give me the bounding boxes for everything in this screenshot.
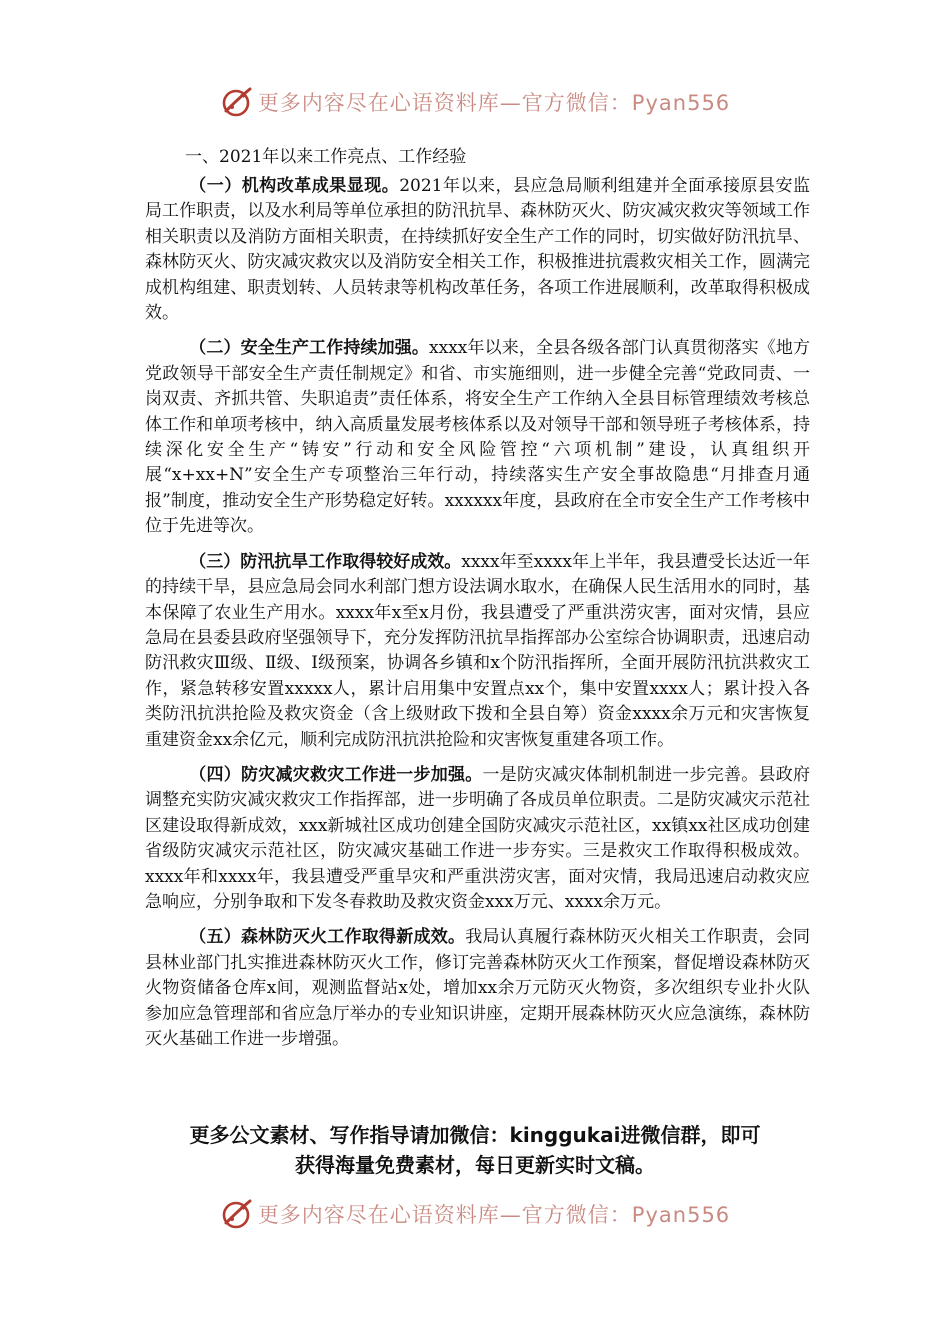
promo-block xyxy=(120,1120,830,1180)
paragraph-4 xyxy=(145,763,810,915)
watermark-text: 更多内容尽在心语资料库—官方微信：Pyan556 xyxy=(257,91,731,115)
document-body xyxy=(145,140,810,1062)
paragraph-5 xyxy=(145,925,810,1052)
paragraph-5-lead: （五）森林防灭火工作取得新成效。 xyxy=(189,927,466,948)
promo-line-1: 更多公文素材、写作指导请加微信：kinggukai进微信群，即可 xyxy=(189,1123,761,1147)
paragraph-5-body: 我局认真履行森林防灭火相关工作职责，会同县林业部门扎实推进森林防灭火工作，修订完善森林防灭火工作预案，督促增设森林防灭火物资储备仓库x间，观测监督站x处，增加xx余万元防灭火物资，多次组织专业扑火队参加应急管理部和省应急厅举办的专业知识讲座，定期开展森林防灭火应急演练，森林防灭火基础工作进一步增强。 xyxy=(145,927,811,1049)
paragraph-2 xyxy=(145,336,810,539)
paragraph-3-body: xxxx年至xxxx年上半年，我县遭受长达近一年的持续干旱，县应急局会同水利部门想方设法调水取水，在确保人民生活用水的同时，基本保障了农业生产用水。xxxx年x至x月份，我县遭受了严重洪涝灾害，面对灾情，县应急局在县委县政府坚强领导下，充分发挥防汛抗旱指挥部办公室综合协调职责，迅速启动防汛救灾Ⅲ级、Ⅱ级、Ⅰ级预案，协调各乡镇和x个防汛指挥所，全面开展防汛抗洪救灾工作，紧急转移安置xxxxx人，累计启用集中安置点xx个，集中安置xxxx人；累计投入各类防汛抗洪抢险及救灾资金（含上级财政下拨和全县自筹）资金xxxx余万元和灾害恢复重建资金xx余亿元，顺利完成防汛抗洪抢险和灾害恢复重建各项工作。 xyxy=(145,551,811,750)
paragraph-1-body: 2021年以来，县应急局顺利组建并全面承接原县安监局工作职责，以及水利局等单位承担的防汛抗旱、森林防灭火、防灾减灾救灾等领域工作相关职责以及消防方面相关职责，在持续抓好安全生产工作的同时，切实做好防汛抗旱、森林防灭火、防灾减灾救灾以及消防安全相关工作，积极推进抗震救灾相关工作，圆满完成机构组建、职责划转、人员转隶等机构改革任务，各项工作进展顺利，改革取得积极成效。 xyxy=(145,176,811,324)
watermark-bottom xyxy=(0,1194,950,1234)
paragraph-3 xyxy=(145,550,810,753)
watermark-top xyxy=(0,82,950,122)
watermark-text: 更多内容尽在心语资料库—官方微信：Pyan556 xyxy=(257,1203,731,1227)
section-heading: 一、2021年以来工作亮点、工作经验 xyxy=(185,147,467,167)
paragraph-2-body: xxxx年以来，全县各级各部门认真贯彻落实《地方党政领导干部安全生产责任制规定》和省、市实施细则，进一步健全完善“党政同责、一岗双责、齐抓共管、失职追责”责任体系，将安全生产工作纳入全县目标管理绩效考核总体工作和单项考核中，纳入高质量发展考核体系以及对领导干部和领导班子考核体系，持续深化安全生产“铸安”行动和安全风险管控“六项机制”建设，认真组织开展“x+xx+N”安全生产专项整治三年行动，持续落实生产安全事故隐患“月排查月通报”制度，推动安全生产形势稳定好转。xxxxxx年度，县政府在全市安全生产工作考核中位于先进等次。 xyxy=(145,338,810,537)
pen-logo-icon xyxy=(220,1197,254,1231)
paragraph-3-lead: （三）防汛抗旱工作取得较好成效。 xyxy=(189,551,462,572)
paragraph-4-body: 一是防灾减灾体制机制进一步完善。县政府调整充实防灾减灾救灾工作指挥部，进一步明确了各成员单位职责。二是防灾减灾示范社区建设取得新成效，xxx新城社区成功创建全国防灾减灾示范社区，xx镇xx社区成功创建省级防灾减灾示范社区，防灾减灾基础工作进一步夯实。三是救灾工作取得积极成效。xxxx年和xxxx年，我县遭受严重旱灾和严重洪涝灾害，面对灾情，我局迅速启动救灾应急响应，分别争取和下发冬春救助及救灾资金xxx万元、xxxx余万元。 xyxy=(145,764,811,912)
paragraph-2-lead: （二）安全生产工作持续加强。 xyxy=(189,338,430,359)
paragraph-1 xyxy=(145,174,810,326)
paragraph-4-lead: （四）防灾减灾救灾工作进一步加强。 xyxy=(189,764,483,785)
promo-line-2: 获得海量免费素材，每日更新实时文稿。 xyxy=(295,1153,655,1177)
pen-logo-icon xyxy=(220,85,254,119)
paragraph-1-lead: （一）机构改革成果显现。 xyxy=(189,176,400,196)
